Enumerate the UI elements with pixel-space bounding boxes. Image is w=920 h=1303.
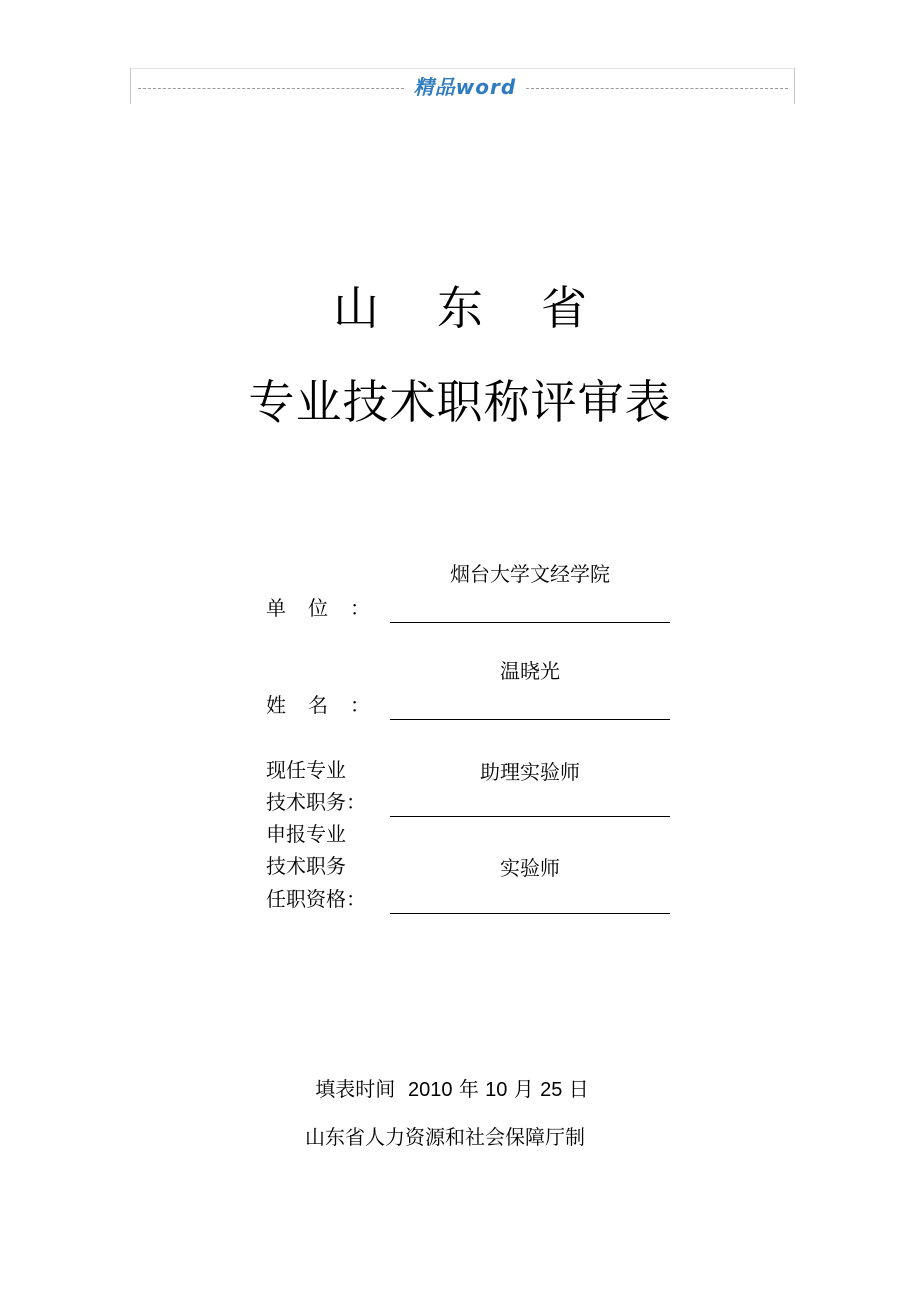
header-dashed-rule-left [138,88,404,89]
applied-qualification-label-line3: 任职资格： [266,887,366,911]
current-position-label-line2: 技术职务： [266,790,366,814]
issuing-authority: 山东省人力资源和社会保障厅制 [305,1125,585,1149]
fill-date-month-unit: 月 [513,1077,534,1101]
title-form-name: 专业技术职称评审表 [248,375,672,429]
header-top-rule [130,68,795,69]
name-value: 温晓光 [500,659,560,683]
page-header [130,68,795,104]
fill-date-year-unit: 年 [458,1077,479,1101]
unit-label [266,592,370,624]
name-label-text: 姓名： [266,693,370,717]
applied-qualification-value: 实验师 [500,856,560,880]
name-underline [390,719,670,720]
fill-date [0,1073,904,1102]
applied-qualification-underline [390,913,670,914]
fill-date-month: 10 [485,1079,508,1101]
fill-date-day: 25 [540,1079,563,1101]
applied-qualification-label-line1: 申报专业 [266,822,346,846]
title-province: 山东省 [333,281,645,335]
name-label [266,689,370,721]
unit-label-text: 单位： [266,596,370,620]
unit-underline [390,622,670,623]
header-left-edge [130,68,131,104]
applied-qualification-label-line2: 技术职务 [266,854,346,878]
current-position-value: 助理实验师 [480,760,580,784]
header-dashed-rule-right [526,88,788,89]
fill-date-year: 2010 [407,1079,453,1101]
current-position-underline [390,816,670,817]
header-brand: 精品word [413,75,517,99]
fill-date-day-unit: 日 [568,1077,589,1101]
fill-date-prefix: 填表时间 [315,1077,396,1101]
unit-value: 烟台大学文经学院 [450,562,610,586]
current-position-label-line1: 现任专业 [266,758,346,782]
header-right-edge [794,68,795,104]
